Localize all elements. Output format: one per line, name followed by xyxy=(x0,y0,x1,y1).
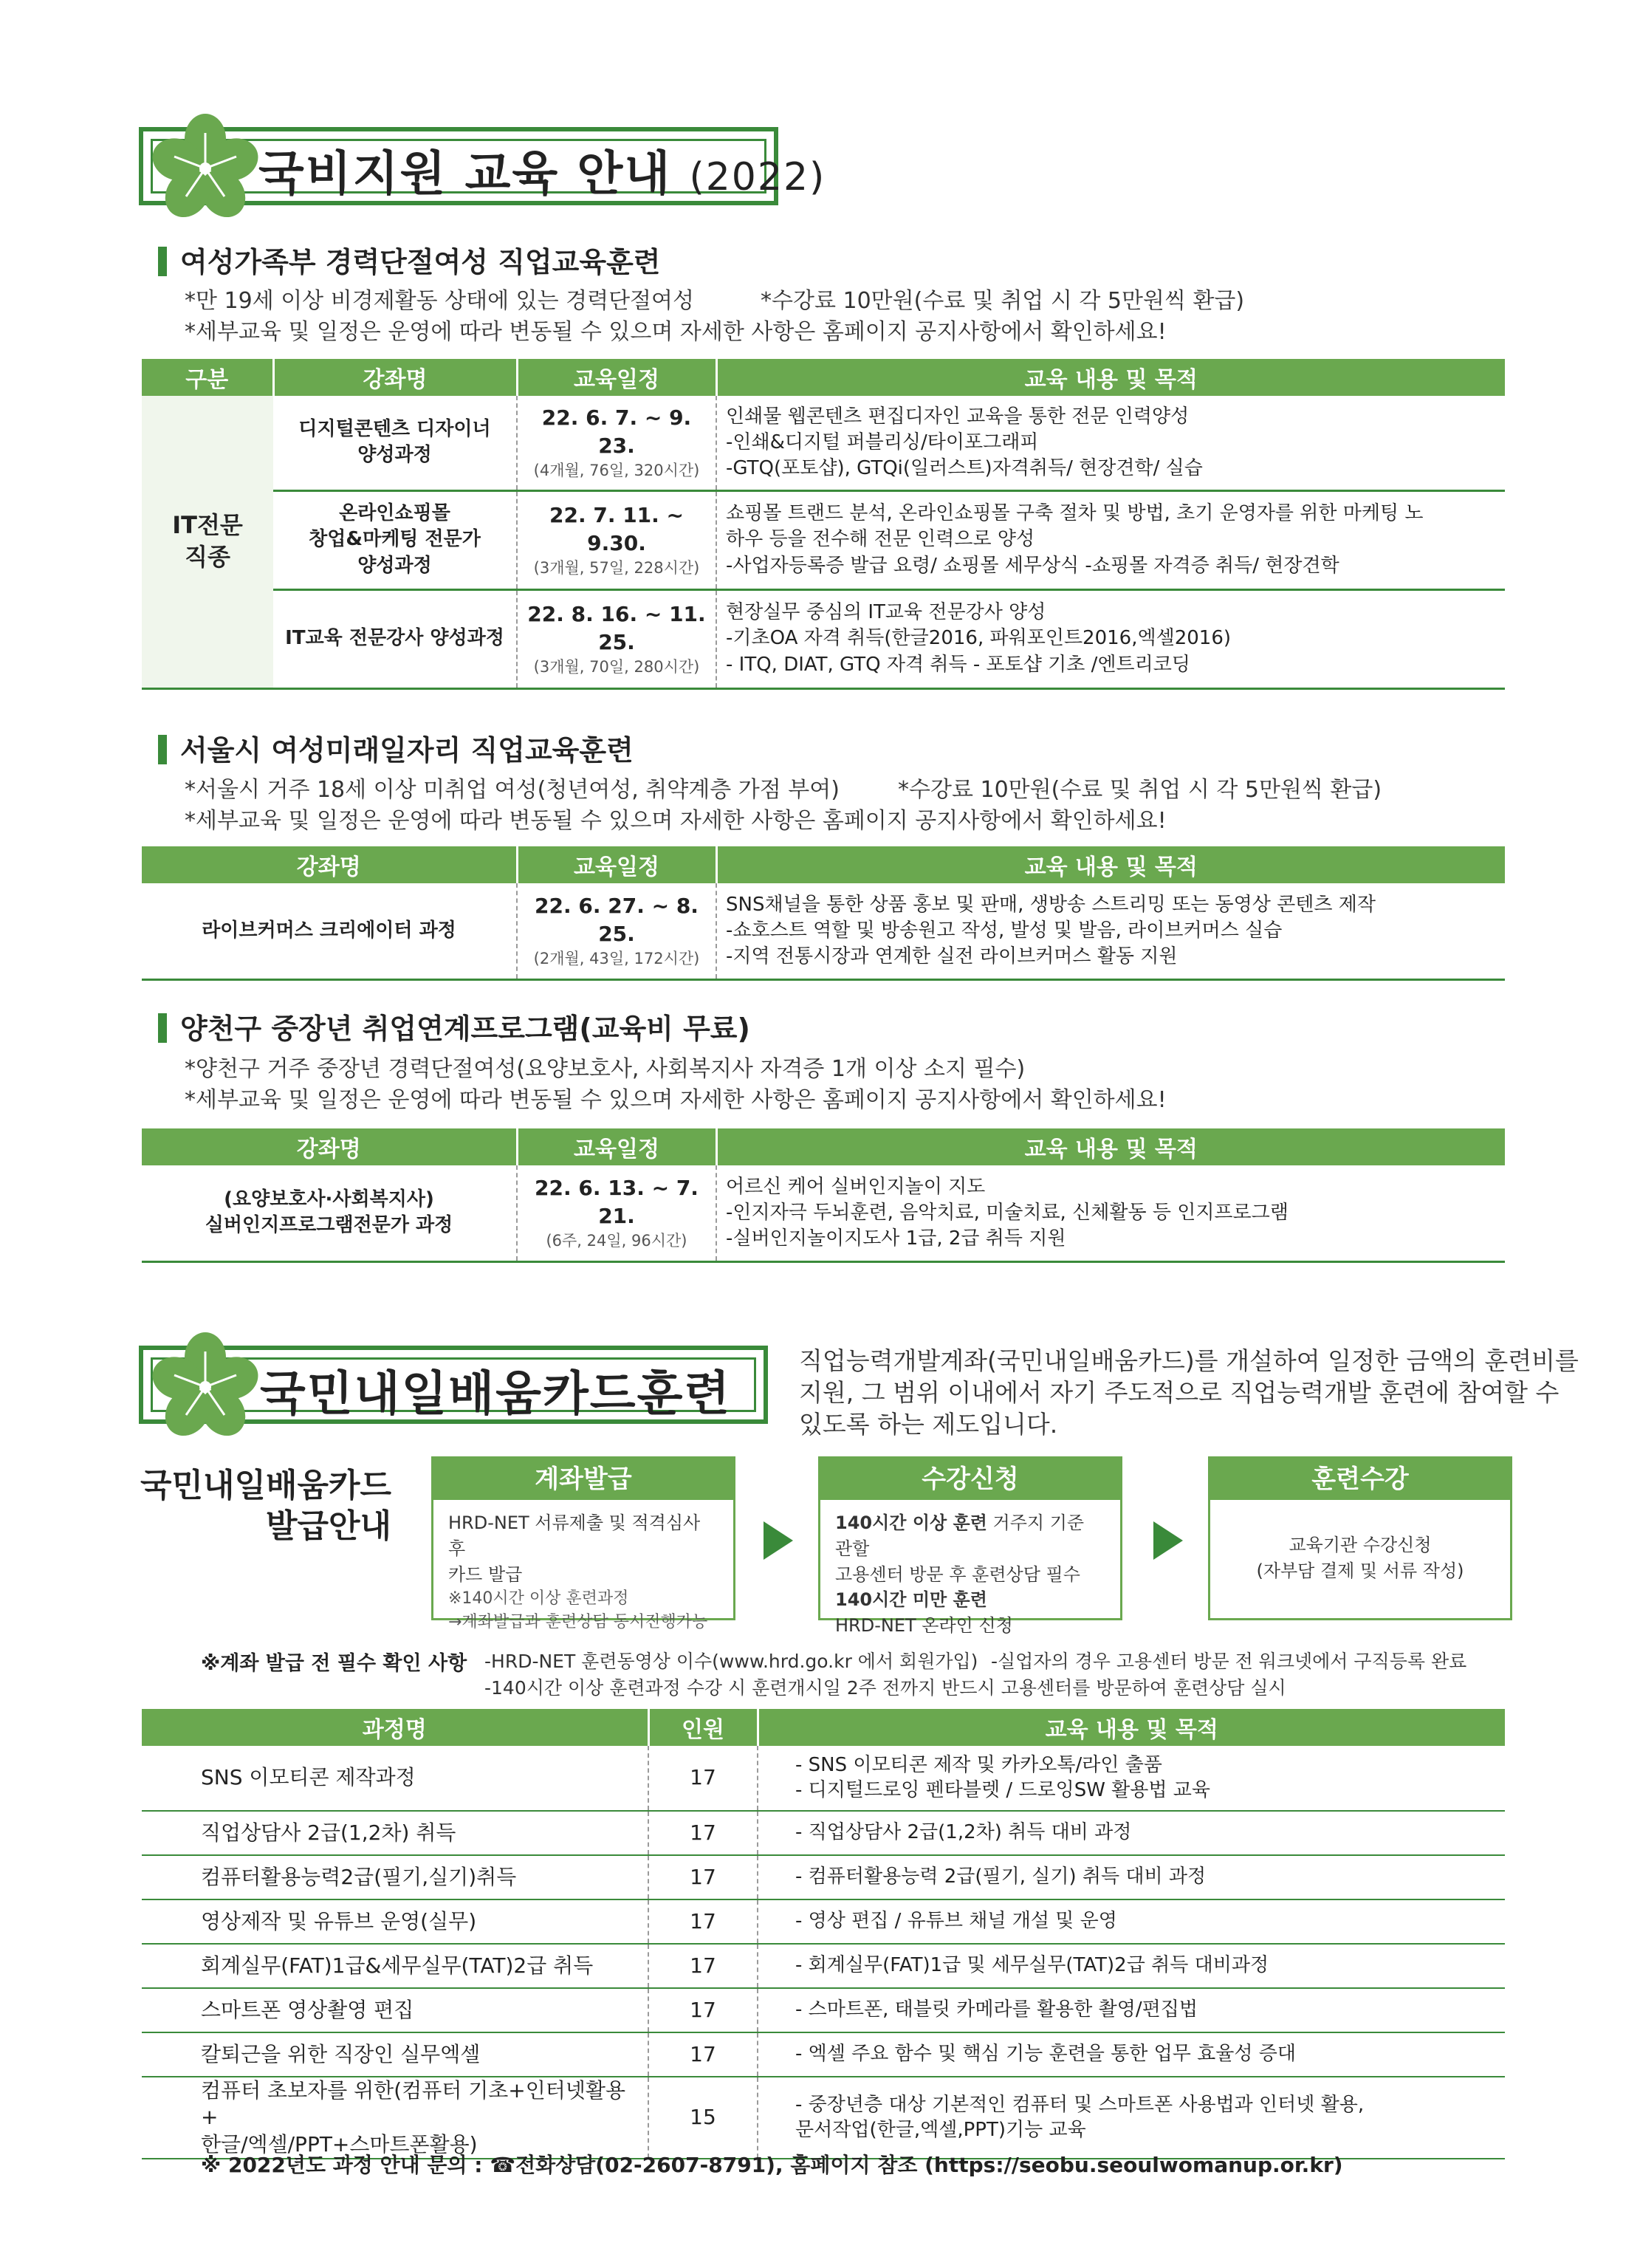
schedule-duration: (3개월, 70일, 280시간) xyxy=(533,657,700,676)
step-account-issue xyxy=(431,1456,735,1632)
step-line: 140시간 미만 훈련 xyxy=(835,1589,987,1611)
col-header-schedule: 교육일정 xyxy=(517,1128,716,1165)
section1-note-eligibility: *만 19세 이상 비경제활동 상태에 있는 경력단절여성 xyxy=(185,288,694,314)
flower-icon xyxy=(146,111,264,222)
table-row xyxy=(142,1988,1505,2032)
course-count: 17 xyxy=(648,1855,758,1899)
table-row xyxy=(142,1811,1505,1855)
course-count: 17 xyxy=(648,1746,758,1811)
table-row xyxy=(142,1899,1505,1944)
schedule-date: 22. 6. 7. ~ 9. 23. xyxy=(541,405,692,459)
section2-note-fee: *수강료 10만원(수료 및 취업 시 각 5만원씩 환급) xyxy=(898,777,1382,803)
course-content: 인쇄물 웹콘텐츠 편집디자인 교육을 통한 전문 인력양성 -인쇄&디지털 퍼블리싱/타이포그래피 -GTQ(포토샵), GTQi(일러스트)자격취득/ 현장견학/ 실습 xyxy=(716,396,1505,490)
section1-table-header xyxy=(142,359,1505,396)
col-header-course: 강좌명 xyxy=(142,1128,517,1165)
table-row xyxy=(142,1944,1505,1988)
step-line: →계좌발급과 훈련상담 동시진행가능 xyxy=(448,1613,708,1632)
card-intro: 직업능력개발계좌(국민내일배움카드)를 개설하여 일정한 금액의 훈련비를 지원, 그 범위 이내에서 자기 주도적으로 직업능력개발 훈련에 참여할 수 있도록 하는 제도입니다. xyxy=(799,1346,1579,1439)
check-label: ※계좌 발급 전 필수 확인 사항 xyxy=(201,1652,467,1675)
schedule-date: 22. 7. 11. ~ 9.30. xyxy=(549,503,685,555)
course-count: 17 xyxy=(648,1811,758,1855)
heading-bar xyxy=(158,1013,167,1043)
col-header-course: 강좌명 xyxy=(142,846,517,883)
check-item: -실업자의 경우 고용센터 방문 전 워크넷에서 구직등록 완료 xyxy=(991,1651,1467,1672)
col-header-course: 과정명 xyxy=(142,1709,648,1746)
course-name: 컴퓨터활용능력2급(필기,실기)취득 xyxy=(142,1855,648,1899)
table-row xyxy=(142,883,1505,979)
col-header-content: 교육 내용 및 목적 xyxy=(716,359,1505,396)
section1-note-fee: *수강료 10만원(수료 및 취업 시 각 5만원씩 환급) xyxy=(761,288,1245,314)
course-content: - 스마트폰, 태블릿 카메라를 활용한 촬영/편집법 xyxy=(758,1988,1505,2032)
section2-table-header xyxy=(142,846,1505,883)
card-table-header xyxy=(142,1709,1505,1746)
course-content: 어르신 케어 실버인지놀이 지도 -인지자극 두뇌훈련, 음악치료, 미술치료, 신체활동 등 인지프로그램 -실버인지놀이지도사 1급, 2급 취득 지원 xyxy=(716,1165,1505,1261)
course-content: - 컴퓨터활용능력 2급(필기, 실기) 취득 대비 과정 xyxy=(758,1855,1505,1899)
course-name: SNS 이모티콘 제작과정 xyxy=(142,1746,648,1811)
step-line: 교육기관 수강신청 xyxy=(1289,1535,1432,1555)
step-line: ※140시간 이상 훈련과정 xyxy=(448,1589,629,1609)
step-line-bold: 140시간 이상 훈련 xyxy=(835,1512,987,1533)
col-header-count: 인원 xyxy=(648,1709,758,1746)
section2-note-eligibility: *서울시 거주 18세 이상 미취업 여성(청년여성, 취약계층 가점 부여) xyxy=(185,777,840,803)
table-row xyxy=(142,2077,1505,2159)
check-item: -HRD-NET 훈련동영상 이수(www.hrd.go.kr 에서 회원가입) xyxy=(484,1651,978,1672)
course-name: 직업상담사 2급(1,2차) 취득 xyxy=(142,1811,648,1855)
course-name: 영상제작 및 유튜브 운영(실무) xyxy=(142,1899,648,1944)
step-line: (자부담 결제 및 서류 작성) xyxy=(1256,1560,1464,1581)
section2-heading xyxy=(158,727,634,768)
card-flow-label: 국민내일배움카드 발급안내 xyxy=(140,1467,391,1545)
step-line: HRD-NET 온라인 신청 xyxy=(835,1615,1013,1637)
step-line: 고용센터 방문 후 훈련상담 필수 xyxy=(835,1563,1080,1585)
course-name: 온라인쇼핑몰 창업&마케팅 전문가 양성과정 xyxy=(273,490,517,589)
course-schedule xyxy=(517,883,716,979)
col-header-content: 교육 내용 및 목적 xyxy=(716,846,1505,883)
section1-heading xyxy=(158,239,661,280)
step-title: 수강신청 xyxy=(820,1459,1120,1500)
section3-note-eligibility: *양천구 거주 중장년 경력단절여성(요양보호사, 사회복지사 자격증 1개 이상 소지 필수) xyxy=(185,1056,1026,1082)
course-content: - 직업상담사 2급(1,2차) 취득 대비 과정 xyxy=(758,1811,1505,1855)
course-count: 15 xyxy=(648,2077,758,2159)
heading-bar xyxy=(158,247,167,276)
section1-table xyxy=(142,359,1505,690)
course-name: 디지털콘텐츠 디자이너 양성과정 xyxy=(273,396,517,490)
step-body xyxy=(1210,1500,1510,1594)
step-line: 카드 발급 xyxy=(448,1563,523,1585)
page-title-year: (2022) xyxy=(689,155,826,199)
step-body xyxy=(433,1500,733,1645)
arrow-right-icon xyxy=(1153,1521,1183,1560)
table-row xyxy=(142,2032,1505,2077)
col-header-schedule: 교육일정 xyxy=(517,359,716,396)
course-content: - 중장년층 대상 기본적인 컴퓨터 및 스마트폰 사용법과 인터넷 활용, 문서작업(한글,엑셀,PPT)기능 교육 xyxy=(758,2077,1505,2159)
course-name: (요양보호사·사회복지사) 실버인지프로그램전문가 과정 xyxy=(142,1165,517,1261)
course-content: - 회계실무(FAT)1급 및 세무실무(TAT)2급 취득 대비과정 xyxy=(758,1944,1505,1988)
course-schedule xyxy=(517,1165,716,1261)
check-item: -140시간 이상 훈련과정 수강 시 훈련개시일 2주 전까지 반드시 고용센터를 방문하여 훈련상담 실시 xyxy=(484,1677,1286,1699)
heading-bar xyxy=(158,735,167,764)
course-count: 17 xyxy=(648,2032,758,2077)
course-content: - 엑셀 주요 함수 및 핵심 기능 훈련을 통한 업무 효율성 증대 xyxy=(758,2032,1505,2077)
course-count: 17 xyxy=(648,1988,758,2032)
table-row xyxy=(142,1855,1505,1899)
step-body xyxy=(820,1500,1120,1649)
schedule-date: 22. 6. 13. ~ 7. 21. xyxy=(535,1176,699,1229)
course-content: SNS채널을 통한 상품 홍보 및 판매, 생방송 스트리밍 또는 동영상 콘텐츠 제작 -쇼호스트 역할 및 방송원고 작성, 발성 및 발음, 라이브커머스 실습 -지역 전통시장과 연계한 실전 라이브커머스 활동 지원 xyxy=(716,883,1505,979)
table-row xyxy=(142,589,1505,688)
col-header-content: 교육 내용 및 목적 xyxy=(716,1128,1505,1165)
table-row xyxy=(142,1746,1505,1811)
course-content: 쇼핑몰 트랜드 분석, 온라인쇼핑몰 구축 절차 및 방법, 초기 운영자를 위한 마케팅 노 하우 등을 전수해 전문 인력으로 양성 -사업자등록증 발급 요령/ 쇼핑몰 세무상식 -쇼핑몰 자격증 취득/ 현장견학 xyxy=(716,490,1505,589)
page-title-text: 국비지원 교육 안내 xyxy=(258,147,672,202)
footer-contact: ※ 2022년도 과정 안내 문의 : ☎전화상담(02-2607-8791), 홈페이지 참조 (https://seobu.seoulwomanup.or.kr) xyxy=(201,2153,1343,2177)
course-content: - 영상 편집 / 유튜브 채널 개설 및 운영 xyxy=(758,1899,1505,1944)
step-course-apply xyxy=(818,1456,1122,1637)
col-header-content: 교육 내용 및 목적 xyxy=(758,1709,1505,1746)
section2-heading-text: 서울시 여성미래일자리 직업교육훈련 xyxy=(180,734,634,767)
section3-table xyxy=(142,1128,1505,1263)
section1-note-schedule: *세부교육 및 일정은 운영에 따라 변동될 수 있으며 자세한 사항은 홈페이지 공지사항에서 확인하세요! xyxy=(185,319,1167,345)
step-training xyxy=(1208,1456,1512,1620)
step-line: HRD-NET 서류제출 및 적격심사 후 xyxy=(448,1512,701,1559)
course-content: 현장실무 중심의 IT교육 전문강사 양성 -기초OA 자격 취득(한글2016, 파워포인트2016,엑셀2016) - ITQ, DIAT, GTQ 자격 취득 - 포토샵 기초 /엔트리코딩 xyxy=(716,589,1505,688)
step-line-text: 거주지 기준 관할 xyxy=(835,1512,1085,1559)
col-header-schedule: 교육일정 xyxy=(517,846,716,883)
step-title: 계좌발급 xyxy=(433,1459,733,1500)
section2-table xyxy=(142,846,1505,981)
card-course-table xyxy=(142,1709,1505,2159)
course-content: - SNS 이모티콘 제작 및 카카오톡/라인 출품 - 디지털드로잉 펜타블렛 / 드로잉SW 활용법 교육 xyxy=(758,1746,1505,1811)
course-name: 칼퇴근을 위한 직장인 실무엑셀 xyxy=(142,2032,648,2077)
course-name: 라이브커머스 크리에이터 과정 xyxy=(142,883,517,979)
flower-icon xyxy=(146,1329,264,1440)
course-count: 17 xyxy=(648,1944,758,1988)
course-schedule xyxy=(517,589,716,688)
category-cell: IT전문 직종 xyxy=(142,396,273,688)
course-schedule xyxy=(517,396,716,490)
section3-heading xyxy=(158,1006,750,1046)
col-header-category: 구분 xyxy=(142,359,273,396)
schedule-date: 22. 8. 16. ~ 11. 25. xyxy=(527,602,706,654)
course-name: 스마트폰 영상촬영 편집 xyxy=(142,1988,648,2032)
course-name: 회계실무(FAT)1급&세무실무(TAT)2급 취득 xyxy=(142,1944,648,1988)
schedule-duration: (2개월, 43일, 172시간) xyxy=(533,949,700,967)
table-row xyxy=(142,490,1505,589)
table-row xyxy=(142,396,1505,490)
card-title: 국민내일배움카드훈련 xyxy=(260,1367,732,1422)
section1-heading-text: 여성가족부 경력단절여성 직업교육훈련 xyxy=(180,246,661,278)
section3-note-schedule: *세부교육 및 일정은 운영에 따라 변동될 수 있으며 자세한 사항은 홈페이지 공지사항에서 확인하세요! xyxy=(185,1087,1167,1113)
schedule-duration: (4개월, 76일, 320시간) xyxy=(533,461,700,479)
page-title xyxy=(258,136,826,204)
col-header-course: 강좌명 xyxy=(273,359,517,396)
course-count: 17 xyxy=(648,1899,758,1944)
arrow-right-icon xyxy=(764,1521,793,1560)
schedule-duration: (3개월, 57일, 228시간) xyxy=(533,558,700,577)
step-line xyxy=(835,1510,1105,1562)
course-schedule xyxy=(517,490,716,589)
schedule-date: 22. 6. 27. ~ 8. 25. xyxy=(535,894,699,947)
schedule-duration: (6주, 24일, 96시간) xyxy=(546,1231,687,1250)
section3-table-header xyxy=(142,1128,1505,1165)
table-row xyxy=(142,1165,1505,1261)
course-name: 컴퓨터 초보자를 위한(컴퓨터 기초+인터넷활용+ 한글/엑셀/PPT+스마트폰활용) xyxy=(142,2077,648,2159)
course-name: IT교육 전문강사 양성과정 xyxy=(273,589,517,688)
section2-note-schedule: *세부교육 및 일정은 운영에 따라 변동될 수 있으며 자세한 사항은 홈페이지 공지사항에서 확인하세요! xyxy=(185,808,1167,834)
step-title: 훈련수강 xyxy=(1210,1459,1510,1500)
section3-heading-text: 양천구 중장년 취업연계프로그램(교육비 무료) xyxy=(180,1013,750,1045)
